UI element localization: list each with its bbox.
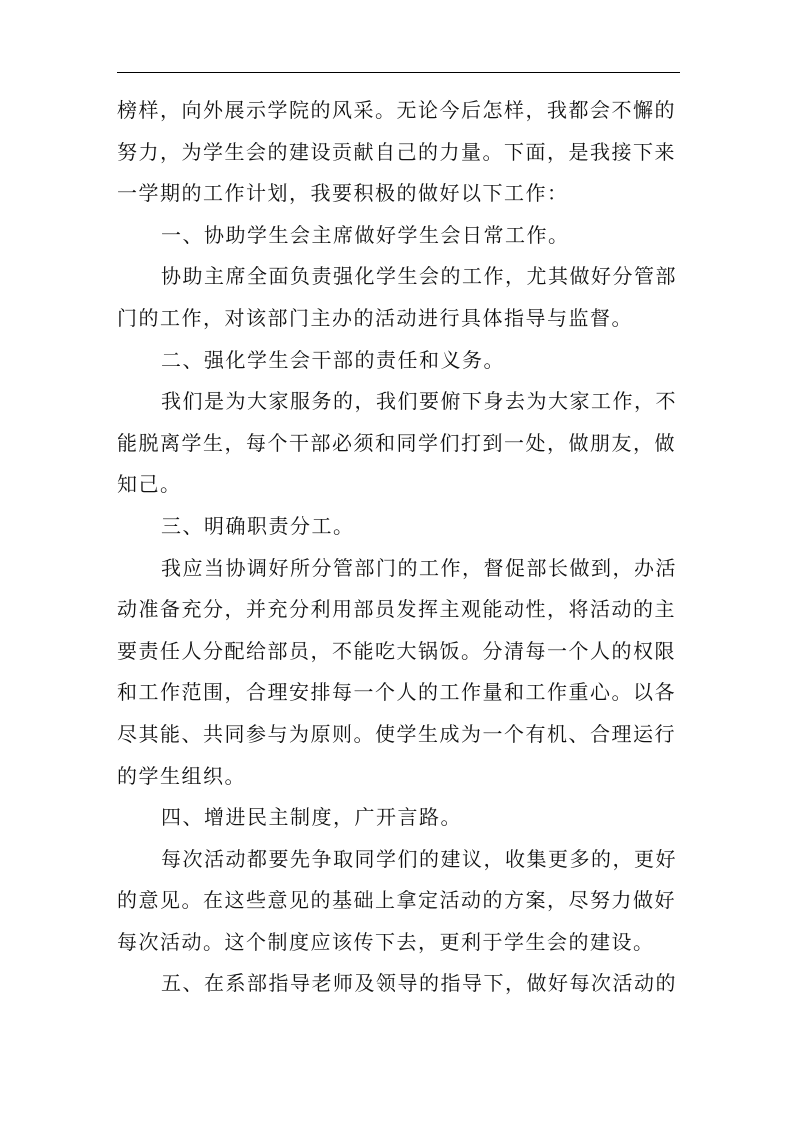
- text-line: 和工作范围，合理安排每一个人的工作量和工作重心。以各: [117, 680, 676, 705]
- header-rule: [117, 72, 680, 73]
- document-body: [117, 90, 687, 1005]
- text-line: 我应当协调好所分管部门的工作，督促部长做到，办活: [161, 555, 677, 580]
- text-line: 每次活动都要先争取同学们的建议，收集更多的，更好: [161, 846, 677, 871]
- text-line: 知己。: [117, 472, 182, 497]
- section-heading-1: 一、协助学生会主席做好学生会日常工作。: [161, 222, 570, 247]
- section-heading-3: 三、明确职责分工。: [161, 513, 355, 538]
- text-line: 一学期的工作计划，我要积极的做好以下工作：: [117, 181, 569, 206]
- text-line: 我们是为大家服务的，我们要俯下身去为大家工作，不: [161, 389, 677, 414]
- text-line: 的学生组织。: [117, 763, 246, 788]
- text-line: 努力，为学生会的建设贡献自己的力量。下面，是我接下来: [117, 139, 676, 164]
- text-line: 要责任人分配给部员，不能吃大锅饭。分清每一个人的权限: [117, 638, 676, 663]
- text-line: 每次活动。这个制度应该传下去，更利于学生会的建设。: [117, 929, 655, 954]
- text-line: 协助主席全面负责强化学生会的工作，尤其做好分管部: [161, 264, 677, 289]
- text-line: 尽其能、共同参与为原则。使学生成为一个有机、合理运行: [117, 721, 676, 746]
- section-heading-2: 二、强化学生会干部的责任和义务。: [161, 347, 505, 372]
- text-line: 的意见。在这些意见的基础上拿定活动的方案，尽努力做好: [117, 888, 676, 913]
- section-heading-4: 四、增进民主制度，广开言路。: [161, 805, 462, 830]
- text-line: 门的工作，对该部门主办的活动进行具体指导与监督。: [117, 305, 633, 330]
- text-line: 榜样，向外展示学院的风采。无论今后怎样，我都会不懈的: [117, 98, 676, 122]
- text-line: 能脱离学生，每个干部必须和同学们打到一处，做朋友，做: [117, 430, 676, 455]
- text-line: 动准备充分，并充分利用部员发挥主观能动性，将活动的主: [117, 597, 676, 622]
- section-heading-5: 五、在系部指导老师及领导的指导下，做好每次活动的: [161, 971, 677, 996]
